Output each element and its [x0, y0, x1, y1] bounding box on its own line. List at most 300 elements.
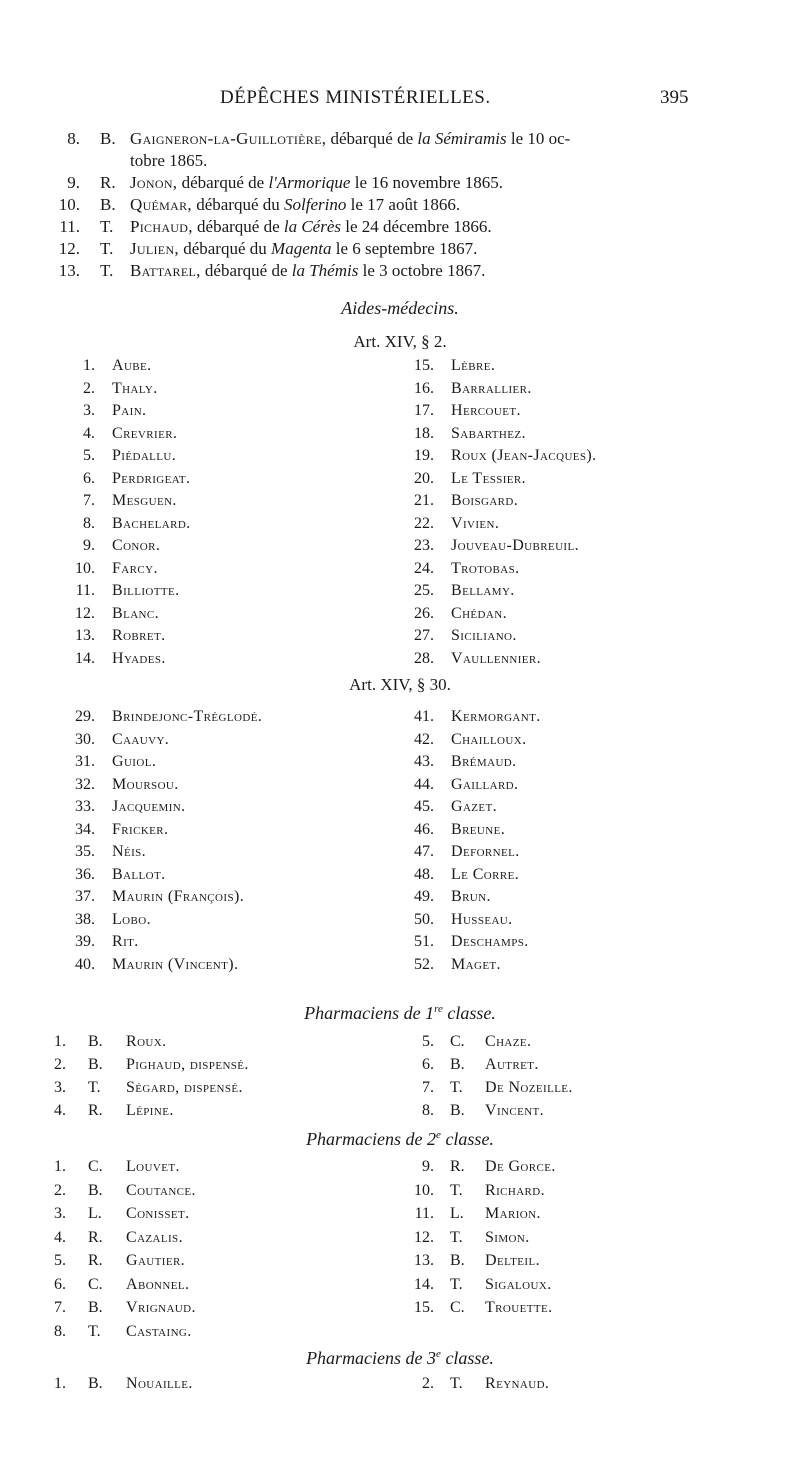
item-number: 3.: [83, 402, 95, 419]
list-item: [0, 773, 400, 797]
item-number: 6.: [83, 469, 95, 487]
item-number: 2.: [54, 1181, 66, 1199]
item-number: 33.: [75, 798, 95, 815]
item-name: Crevrier.: [112, 424, 178, 442]
list-item: [400, 512, 800, 536]
debarkation-entry: [0, 260, 800, 282]
item-name: Hercouet.: [451, 402, 521, 419]
list-item: [0, 1076, 400, 1100]
entry-port-code: B.: [100, 129, 116, 148]
item-number: 9.: [83, 537, 95, 554]
list-item: [400, 399, 800, 423]
item-number: 48.: [414, 865, 434, 883]
entry-date: le 24 décembre 1866.: [341, 217, 492, 236]
section-heading-pharm1: [0, 1003, 800, 1024]
list-item: [400, 1372, 800, 1396]
item-number: 14.: [414, 1275, 434, 1293]
list-item: [400, 444, 800, 468]
item-number: 8.: [422, 1102, 434, 1119]
entry-number: 13.: [58, 261, 80, 280]
item-number: 23.: [414, 537, 434, 554]
item-name: Cazalis.: [126, 1228, 183, 1246]
item-number: 40.: [75, 955, 95, 973]
item-number: 5.: [422, 1033, 434, 1050]
list-item: [0, 953, 400, 977]
item-number: 39.: [75, 933, 95, 950]
list-item: [0, 489, 400, 513]
item-port-code: T.: [450, 1375, 463, 1392]
article-heading-2: Art. XIV, § 30.: [349, 675, 451, 694]
list-item: [0, 602, 400, 626]
item-number: 7.: [422, 1079, 434, 1096]
list-item: [0, 1099, 400, 1123]
item-name: Robret.: [112, 627, 166, 644]
entry-ship: la Thémis: [291, 261, 359, 280]
item-name: Barrallier.: [451, 379, 532, 397]
item-number: 41.: [414, 708, 434, 725]
item-name: Maget.: [451, 955, 501, 973]
list-item: [400, 840, 800, 864]
list-item: [400, 579, 800, 603]
item-name: Rit.: [112, 933, 139, 950]
list-item: [0, 863, 400, 887]
list-item: [0, 930, 400, 954]
item-number: 9.: [422, 1158, 434, 1175]
item-number: 7.: [54, 1299, 66, 1316]
entry-number: 8.: [67, 129, 80, 148]
item-name: Blanc.: [112, 604, 160, 622]
pharm2-heading-text: Pharmaciens de 2e classe.: [306, 1129, 494, 1149]
entry-text: [130, 128, 570, 150]
list-item: [400, 422, 800, 446]
item-number: 35.: [75, 843, 95, 860]
list-item: [400, 1249, 800, 1273]
list-item: [400, 602, 800, 626]
item-name: Pain.: [112, 402, 147, 419]
list-item: [0, 1030, 400, 1054]
item-name: De Gorce.: [485, 1158, 556, 1175]
item-name: Farcy.: [112, 559, 158, 577]
item-name: Maurin (Vincent).: [112, 955, 239, 973]
item-number: 52.: [414, 955, 434, 973]
entry-port-code: T.: [100, 261, 114, 280]
item-port-code: T.: [450, 1181, 463, 1199]
entry-prep: débarqué du: [178, 239, 272, 258]
item-number: 11.: [75, 582, 95, 599]
list-item: [0, 1179, 400, 1203]
list-item: [400, 1053, 800, 1077]
item-name: Autret.: [485, 1056, 539, 1073]
list-item: [0, 399, 400, 423]
item-name: Gaillard.: [451, 775, 519, 793]
list-item: [0, 728, 400, 752]
list-item: [0, 1249, 400, 1273]
item-number: 37.: [75, 888, 95, 905]
item-number: 4.: [83, 424, 95, 442]
item-name: Vrignaud.: [126, 1299, 196, 1316]
item-name: Billiotte.: [112, 582, 180, 599]
list-item: [0, 885, 400, 909]
list-item: [0, 1155, 400, 1179]
list-item: [400, 467, 800, 491]
item-name: Mesguen.: [112, 492, 177, 509]
item-number: 4.: [54, 1102, 66, 1119]
item-number: 11.: [414, 1205, 434, 1222]
list-item: [0, 795, 400, 819]
item-port-code: T.: [450, 1228, 463, 1246]
item-name: Abonnel.: [126, 1275, 190, 1293]
item-number: 13.: [414, 1252, 434, 1269]
list-item: [400, 795, 800, 819]
list-item: [0, 840, 400, 864]
item-number: 38.: [75, 910, 95, 928]
list-item: [400, 557, 800, 581]
item-name: Conor.: [112, 537, 161, 554]
list-item: [400, 377, 800, 401]
item-port-code: B.: [450, 1102, 465, 1119]
item-name: Marion.: [485, 1205, 541, 1222]
item-port-code: B.: [450, 1252, 465, 1269]
item-number: 14.: [75, 649, 95, 667]
item-name: Perdrigeat.: [112, 469, 191, 487]
item-number: 10.: [414, 1181, 434, 1199]
item-name: Trotobas.: [451, 559, 520, 577]
list-item: [400, 647, 800, 671]
pharm3-heading-text: Pharmaciens de 3e classe.: [306, 1348, 494, 1368]
item-name: Lépine.: [126, 1102, 174, 1119]
item-name: Gazet.: [451, 798, 498, 815]
section-heading-aides: Aides-médecins.: [341, 298, 459, 318]
page-title: DÉPÊCHES MINISTÉRIELLES.: [220, 87, 491, 108]
item-number: 2.: [422, 1375, 434, 1392]
item-number: 1.: [83, 357, 95, 374]
item-number: 36.: [75, 865, 95, 883]
entry-number: 9.: [67, 173, 80, 192]
entry-name: Julien,: [130, 239, 179, 258]
item-name: Brun.: [451, 888, 491, 905]
list-item: [400, 1076, 800, 1100]
list-item: [0, 444, 400, 468]
item-port-code: C.: [88, 1158, 103, 1175]
item-name: De Nozeille.: [485, 1079, 573, 1096]
list-item: [0, 908, 400, 932]
entry-date: le 3 octobre 1867.: [358, 261, 486, 280]
item-name: Néis.: [112, 843, 147, 860]
list-item: [400, 773, 800, 797]
item-name: Jacquemin.: [112, 798, 186, 815]
item-name: Pighaud, dispensé.: [126, 1056, 249, 1073]
item-number: 15.: [414, 1299, 434, 1316]
item-name: Defornel.: [451, 843, 520, 860]
list-item: [400, 1030, 800, 1054]
item-port-code: B.: [88, 1056, 103, 1073]
list-item: [0, 818, 400, 842]
item-number: 21.: [414, 492, 434, 509]
item-number: 13.: [75, 627, 95, 644]
entry-date: le 10 oc-: [506, 129, 571, 148]
item-number: 27.: [414, 627, 434, 644]
item-name: Guiol.: [112, 753, 157, 770]
item-number: 5.: [54, 1252, 66, 1269]
item-name: Vaullennier.: [451, 649, 542, 667]
item-number: 44.: [414, 775, 434, 793]
entry-prep: débarqué de: [326, 129, 418, 148]
item-name: Richard.: [485, 1181, 546, 1199]
list-item: [400, 1296, 800, 1320]
list-item: [0, 1296, 400, 1320]
list-item: [0, 624, 400, 648]
item-port-code: B.: [88, 1299, 103, 1316]
list-item: [400, 354, 800, 378]
item-name: Maurin (François).: [112, 888, 245, 905]
item-name: Delteil.: [485, 1252, 541, 1269]
item-name: Le Corre.: [451, 865, 520, 883]
item-name: Bachelard.: [112, 514, 191, 532]
item-number: 30.: [75, 730, 95, 748]
entry-text: [130, 194, 460, 216]
item-number: 31.: [75, 753, 95, 770]
list-item: [0, 467, 400, 491]
item-number: 19.: [414, 447, 434, 464]
item-name: Brémaud.: [451, 753, 517, 770]
item-number: 3.: [54, 1079, 66, 1096]
entry-number: 12.: [58, 239, 80, 258]
entry-ship: l'Armorique: [268, 173, 351, 192]
ordinal-suffix: re: [434, 1003, 443, 1015]
item-port-code: C.: [88, 1275, 103, 1293]
entry-name: Jonon,: [130, 173, 178, 192]
item-name: Bellamy.: [451, 582, 515, 599]
entry-prep: débarqué de: [177, 173, 269, 192]
item-name: Reynaud.: [485, 1375, 550, 1392]
entry-ship: la Sémiramis: [417, 129, 507, 148]
list-item: [0, 1372, 400, 1396]
entry-port-code: T.: [100, 239, 114, 258]
item-name: Lobo.: [112, 910, 151, 928]
item-number: 2.: [83, 379, 95, 397]
item-name: Coutance.: [126, 1181, 196, 1199]
item-name: Conisset.: [126, 1205, 190, 1222]
item-port-code: B.: [88, 1375, 103, 1392]
item-number: 12.: [75, 604, 95, 622]
entry-text: [130, 238, 477, 260]
item-name: Husseau.: [451, 910, 513, 928]
list-item: [400, 1179, 800, 1203]
item-number: 12.: [414, 1228, 434, 1246]
item-number: 32.: [75, 775, 95, 793]
debarkation-entry: [0, 216, 800, 238]
item-number: 1.: [54, 1158, 66, 1175]
item-number: 43.: [414, 753, 434, 770]
list-item: [400, 818, 800, 842]
list-item: [0, 534, 400, 558]
entry-ship: la Cérès: [283, 217, 342, 236]
debarkation-entry: [0, 172, 800, 194]
item-name: Piédallu.: [112, 447, 177, 464]
item-name: Lèbre.: [451, 357, 496, 374]
list-item: [400, 489, 800, 513]
item-name: Chailloux.: [451, 730, 527, 748]
section-heading-pharm2: [0, 1129, 800, 1150]
list-item: [0, 354, 400, 378]
list-item: [0, 377, 400, 401]
list-item: [0, 1273, 400, 1297]
item-number: 1.: [54, 1375, 66, 1392]
item-number: 29.: [75, 708, 95, 725]
item-number: 49.: [414, 888, 434, 905]
item-number: 28.: [414, 649, 434, 667]
item-name: Vincent.: [485, 1102, 545, 1119]
article-heading-1: Art. XIV, § 2.: [353, 332, 447, 351]
list-item: [400, 930, 800, 954]
item-name: Gautier.: [126, 1252, 186, 1269]
item-number: 34.: [75, 820, 95, 838]
item-number: 3.: [54, 1205, 66, 1222]
item-name: Siciliano.: [451, 627, 517, 644]
debarkation-entry: [0, 128, 800, 150]
item-number: 25.: [414, 582, 434, 599]
entry-port-code: B.: [100, 195, 116, 214]
item-name: Brindejonc-Tréglodé.: [112, 708, 263, 725]
section-heading-pharm3: [0, 1348, 800, 1369]
item-name: Jouveau-Dubreuil.: [451, 537, 580, 554]
item-name: Sigaloux.: [485, 1275, 552, 1293]
entry-text: [130, 172, 503, 194]
entry-prep: débarqué de: [200, 261, 292, 280]
item-number: 10.: [75, 559, 95, 577]
item-name: Ségard, dispensé.: [126, 1079, 243, 1096]
list-item: [400, 705, 800, 729]
item-name: Hyades.: [112, 649, 166, 667]
entry-text: [130, 216, 492, 238]
item-name: Boisgard.: [451, 492, 519, 509]
list-item: [0, 647, 400, 671]
page-number: 395: [660, 87, 689, 108]
item-number: 24.: [414, 559, 434, 577]
item-name: Louvet.: [126, 1158, 180, 1175]
item-number: 5.: [83, 447, 95, 464]
item-name: Simon.: [485, 1228, 530, 1246]
item-name: Thaly.: [112, 379, 158, 397]
list-item: [400, 885, 800, 909]
item-port-code: L.: [450, 1205, 464, 1222]
entry-ship: Magenta: [271, 239, 332, 258]
item-name: Aube.: [112, 357, 152, 374]
item-number: 4.: [54, 1228, 66, 1246]
item-name: Ballot.: [112, 865, 166, 883]
item-number: 2.: [54, 1056, 66, 1073]
list-item: [400, 750, 800, 774]
item-port-code: T.: [88, 1079, 101, 1096]
item-name: Fricker.: [112, 820, 169, 838]
item-name: Chaze.: [485, 1033, 532, 1050]
item-port-code: R.: [88, 1252, 103, 1269]
list-item: [400, 624, 800, 648]
item-name: Kermorgant.: [451, 708, 541, 725]
entry-port-code: T.: [100, 217, 114, 236]
item-port-code: C.: [450, 1033, 465, 1050]
list-item: [400, 1273, 800, 1297]
list-item: [400, 1226, 800, 1250]
item-port-code: R.: [88, 1102, 103, 1119]
item-port-code: B.: [88, 1033, 103, 1050]
ordinal-suffix: e: [436, 1129, 441, 1141]
item-port-code: L.: [88, 1205, 102, 1222]
entry-prep: débarqué du: [191, 195, 285, 214]
list-item: [0, 1202, 400, 1226]
item-name: Roux.: [126, 1033, 167, 1050]
item-port-code: T.: [88, 1322, 101, 1340]
pharm1-heading-text: Pharmaciens de 1re classe.: [304, 1003, 496, 1023]
item-number: 17.: [414, 402, 434, 419]
debarkation-entry: [0, 238, 800, 260]
item-number: 8.: [83, 514, 95, 532]
list-item: [0, 422, 400, 446]
item-number: 6.: [54, 1275, 66, 1293]
item-name: Breune.: [451, 820, 506, 838]
ordinal-suffix: e: [436, 1348, 441, 1360]
item-name: Vivien.: [451, 514, 500, 532]
item-number: 7.: [83, 492, 95, 509]
item-port-code: R.: [88, 1228, 103, 1246]
entry-port-code: R.: [100, 173, 116, 192]
debarkation-entry: [0, 194, 800, 216]
list-item: [400, 534, 800, 558]
item-number: 46.: [414, 820, 434, 838]
item-number: 45.: [414, 798, 434, 815]
list-item: [400, 953, 800, 977]
list-item: [0, 1320, 400, 1344]
entry-date: le 16 novembre 1865.: [350, 173, 503, 192]
item-port-code: R.: [450, 1158, 465, 1175]
item-number: 16.: [414, 379, 434, 397]
item-number: 20.: [414, 469, 434, 487]
entry-continuation-text: tobre 1865.: [130, 151, 208, 170]
list-item: [0, 750, 400, 774]
debarkation-entry-continuation: [0, 150, 800, 172]
entry-date: le 17 août 1866.: [346, 195, 461, 214]
item-port-code: T.: [450, 1079, 463, 1096]
entry-name: Battarel,: [130, 261, 201, 280]
entry-name: Quémar,: [130, 195, 192, 214]
item-port-code: C.: [450, 1299, 465, 1316]
item-number: 22.: [414, 514, 434, 532]
list-item: [400, 863, 800, 887]
item-name: Caauvy.: [112, 730, 170, 748]
item-number: 50.: [414, 910, 434, 928]
item-number: 15.: [414, 357, 434, 374]
list-item: [400, 1155, 800, 1179]
item-name: Sabarthez.: [451, 424, 526, 442]
entry-text: [130, 260, 485, 282]
entry-name: Pichaud,: [130, 217, 193, 236]
entry-ship: Solferino: [284, 195, 347, 214]
item-number: 1.: [54, 1033, 66, 1050]
item-name: Moursou.: [112, 775, 179, 793]
item-number: 51.: [414, 933, 434, 950]
entry-name: Gaigneron-la-Guillotière,: [130, 129, 327, 148]
item-port-code: B.: [88, 1181, 103, 1199]
entry-number: 11.: [59, 217, 80, 236]
running-header: [0, 87, 800, 113]
item-number: 26.: [414, 604, 434, 622]
list-item: [400, 908, 800, 932]
entry-prep: débarqué de: [192, 217, 284, 236]
item-port-code: T.: [450, 1275, 463, 1293]
item-name: Roux (Jean-Jacques).: [451, 447, 597, 464]
item-name: Le Tessier.: [451, 469, 527, 487]
item-name: Nouaille.: [126, 1375, 193, 1392]
